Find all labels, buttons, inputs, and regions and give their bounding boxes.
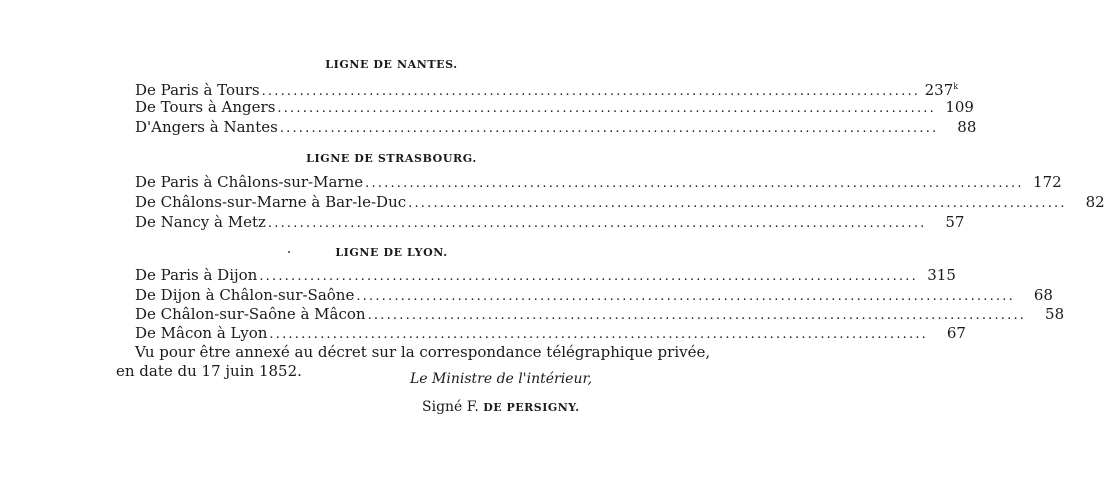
- section-heading-lyon: LIGNE DE LYON.: [335, 246, 448, 259]
- signature-surname: DE PERSIGNY.: [483, 401, 580, 414]
- distance-row: [135, 172, 1062, 192]
- distance-value: 67: [946, 324, 966, 342]
- distance-value: 88: [957, 118, 977, 136]
- dot-leader: ........................................................................................................: [408, 196, 1067, 211]
- route-label: De Châlon-sur-Saône à Mâcon: [135, 305, 366, 323]
- value-mark: k: [953, 82, 959, 91]
- closing-line-2: en date du 17 juin 1852.: [116, 362, 302, 380]
- distance-row: [135, 285, 1053, 305]
- route-label: De Mâcon à Lyon: [135, 324, 268, 342]
- route-label: De Dijon à Châlon-sur-Saône: [135, 286, 355, 304]
- route-label: De Tours à Angers: [135, 98, 276, 116]
- distance-row: [135, 77, 959, 99]
- distance-value: 237$^k$: [924, 81, 959, 99]
- distance-row: [135, 97, 974, 117]
- distance-row: [135, 323, 966, 343]
- distance-value: 57: [945, 213, 965, 231]
- distance-row: [135, 265, 956, 285]
- route-label: De Paris à Tours: [135, 81, 260, 99]
- distance-value: 68: [1033, 286, 1053, 304]
- route-label: De Châlons-sur-Marne à Bar-le-Duc: [135, 193, 407, 211]
- distance-value: 172: [1033, 173, 1062, 191]
- distance-value: 109: [945, 98, 974, 116]
- section-heading-nantes: LIGNE DE NANTES.: [325, 58, 458, 71]
- signature-name: [422, 399, 580, 415]
- dot-leader: ........................................................................................................: [277, 101, 936, 116]
- distance-row: [135, 304, 1065, 324]
- distance-row: [135, 192, 1105, 212]
- distance-value: 315: [927, 266, 956, 284]
- signature-title: Le Ministre de l'intérieur,: [410, 371, 593, 387]
- dot-leader: ........................................................................................................: [267, 216, 927, 231]
- route-label: De Paris à Dijon: [135, 266, 258, 284]
- dot-leader: ........................................................................................................: [279, 121, 939, 136]
- dot-leader: ........................................................................................................: [367, 308, 1027, 323]
- dot-leader: ........................................................................................................: [259, 269, 918, 284]
- distance-value: 82: [1085, 193, 1105, 211]
- route-label: De Paris à Châlons-sur-Marne: [135, 173, 364, 191]
- distance-row: [135, 212, 965, 232]
- section-heading-strasbourg: LIGNE DE STRASBOURG.: [306, 152, 477, 165]
- dot-leader: ........................................................................................................: [269, 327, 928, 342]
- dot-leader: ........................................................................................................: [261, 84, 921, 99]
- signature-prefix: Signé F.: [422, 399, 479, 415]
- dot-leader: ........................................................................................................: [356, 289, 1015, 304]
- route-label: De Nancy à Metz: [135, 213, 266, 231]
- closing-line-1: Vu pour être annexé au décret sur la correspondance télégraphique privée,: [135, 343, 711, 361]
- distance-row: [135, 117, 977, 137]
- dot-leader: ........................................................................................................: [365, 176, 1024, 191]
- route-label: D'Angers à Nantes: [135, 118, 278, 136]
- distance-value: 58: [1045, 305, 1065, 323]
